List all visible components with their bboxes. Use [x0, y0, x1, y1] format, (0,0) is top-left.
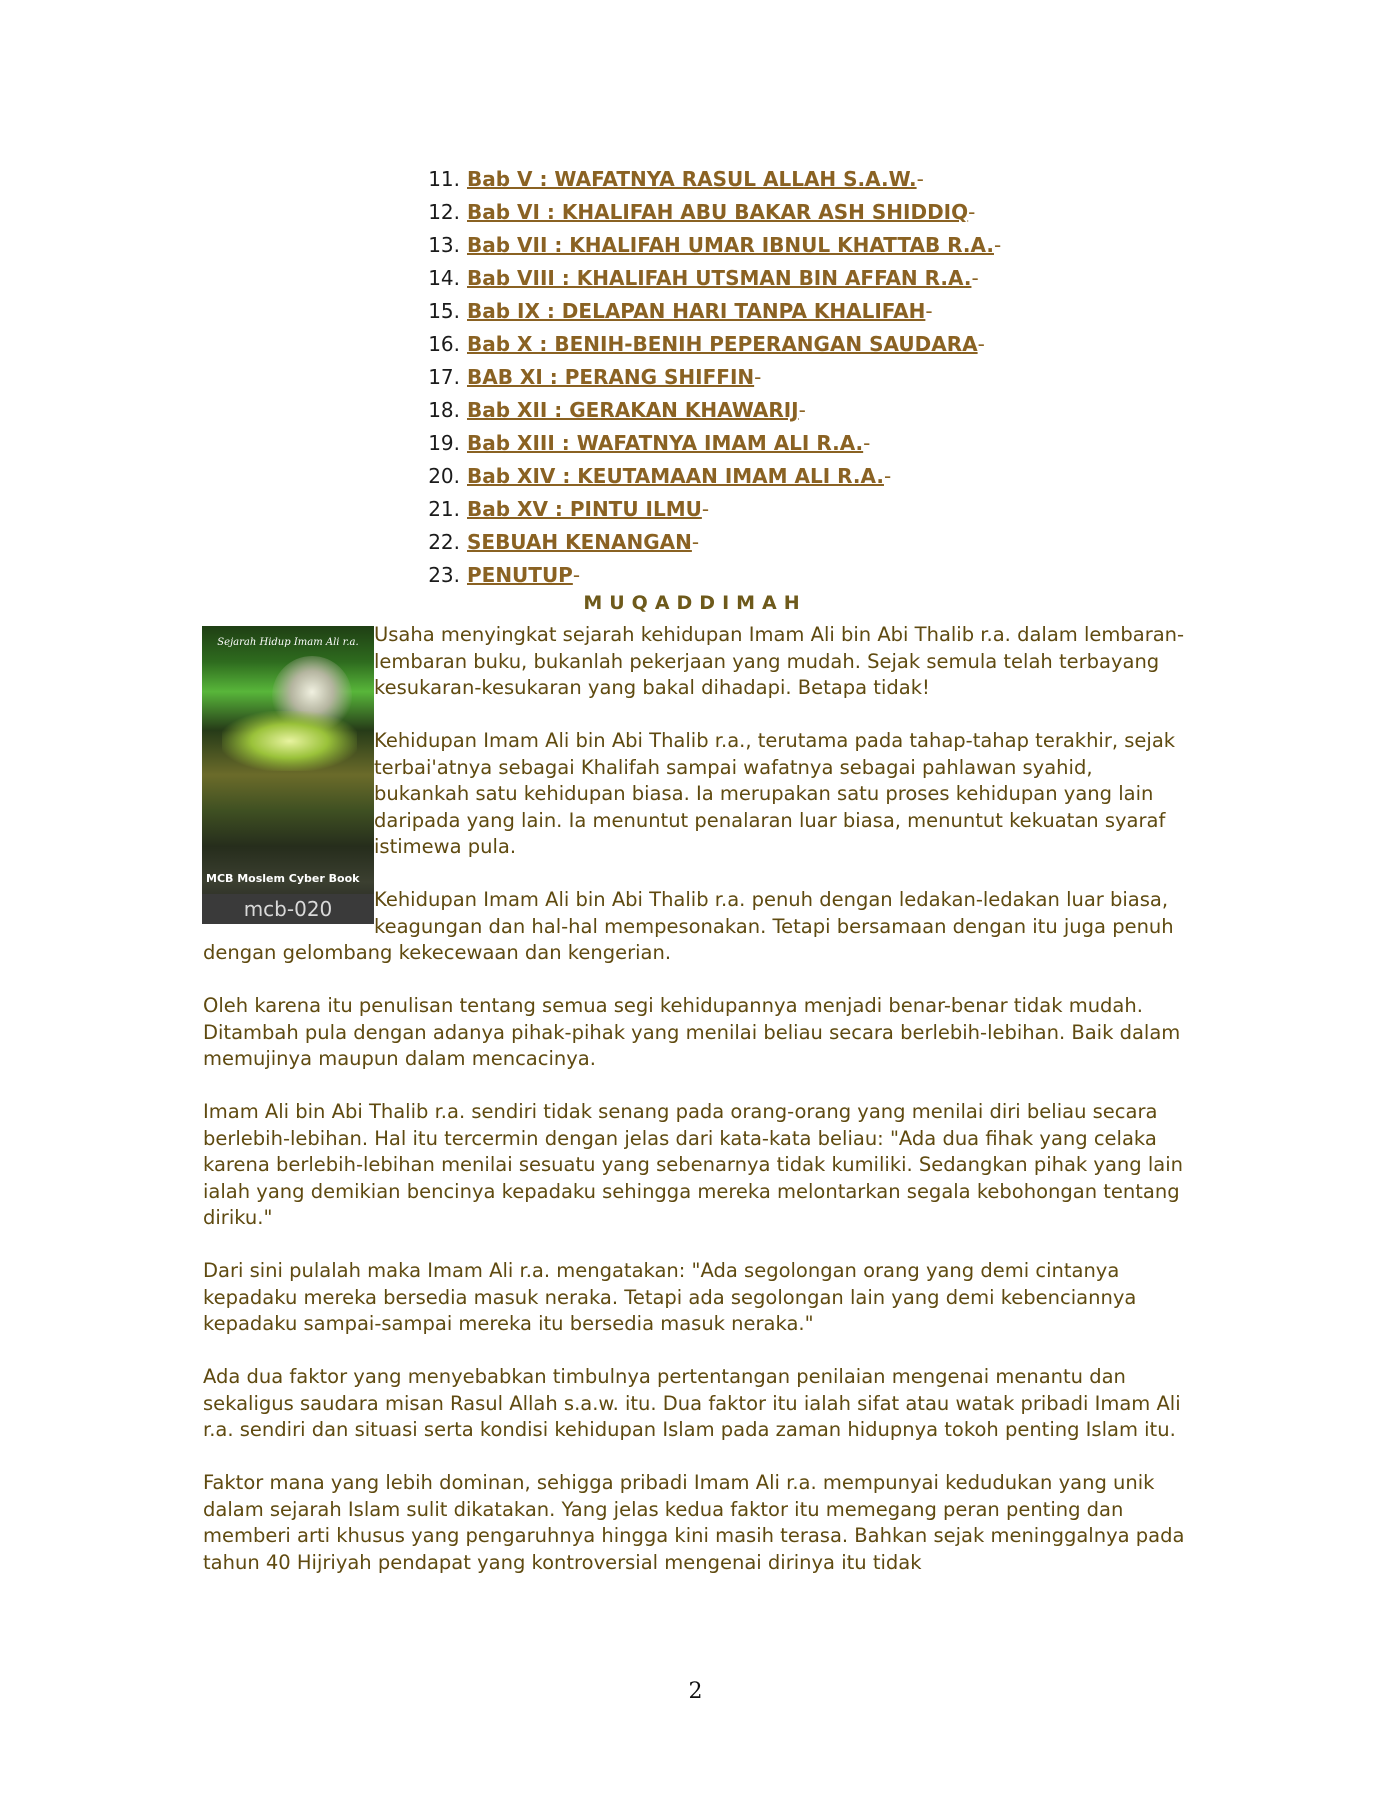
- paragraph: Faktor mana yang lebih dominan, sehigga pribadi Imam Ali r.a. mempunyai kedudukan yang unik dalam sejarah Islam sulit dikatakan. Yang jelas kedua faktor itu memegang peran penting dan memberi arti khusus yang pengaruhnya hingga kini masih terasa. Bahkan sejak meninggalnya pada tahun 40 Hijriyah pendapat yang kontroversial mengenai dirinya itu tidak: [203, 1471, 1185, 1574]
- paragraph: Imam Ali bin Abi Thalib r.a. sendiri tidak senang pada orang-orang yang menilai diri beliau secara berlebih-lebihan. Hal itu tercermin dengan jelas dari kata-kata beliau: "Ada dua fihak yang celaka karena berlebih-lebihan menilai sesuatu yang sebenarnya tidak kumiliki. Sedangkan pihak yang lain ialah yang demikian bencinya kepadaku sehingga mereka melontarkan segala kebohongan tentang diriku.": [203, 1100, 1183, 1229]
- toc-link[interactable]: Bab XII : GERAKAN KHAWARIJ: [467, 398, 799, 422]
- toc-link[interactable]: Bab VIII : KHALIFAH UTSMAN BIN AFFAN R.A.: [467, 266, 972, 290]
- toc-suffix: -: [977, 332, 985, 356]
- toc-link[interactable]: Bab XIV : KEUTAMAAN IMAM ALI R.A.: [467, 464, 884, 488]
- toc-item: [410, 229, 1001, 262]
- toc-suffix: -: [883, 464, 892, 488]
- toc-number: 13.: [428, 233, 460, 257]
- toc-item: [410, 559, 1001, 592]
- toc-number: 19.: [428, 431, 460, 455]
- toc-number: 17.: [428, 365, 460, 389]
- toc-suffix: -: [798, 398, 806, 422]
- toc-link[interactable]: SEBUAH KENANGAN: [467, 530, 692, 554]
- toc-item: [410, 196, 1001, 229]
- toc-suffix: -: [925, 299, 933, 323]
- book-cover-image: [202, 626, 374, 924]
- cover-title: Sejarah Hidup Imam Ali r.a.: [217, 637, 359, 648]
- toc-link[interactable]: PENUTUP: [467, 563, 573, 587]
- paragraph: Usaha menyingkat sejarah kehidupan Imam Ali bin Abi Thalib r.a. dalam lembaran-lembaran buku, bukanlah pekerjaan yang mudah. Sejak semula telah terbayang kesukaran-kesukaran yang bakal dihadapi. Betapa tidak!: [374, 623, 1185, 699]
- toc-number: 16.: [428, 332, 460, 356]
- paragraph: Ada dua faktor yang menyebabkan timbulnya pertentangan penilaian mengenai menantu dan sekaligus saudara misan Rasul Allah s.a.w. itu. Dua faktor itu ialah sifat atau watak pribadi Imam Ali r.a. sendiri dan situasi serta kondisi kehidupan Islam pada zaman hidupnya tokoh penting Islam itu.: [203, 1365, 1181, 1441]
- toc-suffix: -: [916, 167, 924, 191]
- toc-item: [410, 493, 1001, 526]
- paragraph: Kehidupan Imam Ali bin Abi Thalib r.a., terutama pada tahap-tahap terakhir, sejak terbai'atnya sebagai Khalifah sampai wafatnya sebagai pahlawan syahid, bukankah satu kehidupan biasa. Ia merupakan satu proses kehidupan yang lain daripada yang lain. Ia menuntut penalaran luar biasa, menuntut kekuatan syaraf istimewa pula.: [374, 729, 1176, 858]
- toc-suffix: -: [572, 563, 581, 587]
- toc-item: [410, 262, 1001, 295]
- page-number: 2: [688, 1679, 703, 1704]
- toc-item: [410, 460, 1001, 493]
- toc-number: 12.: [428, 200, 460, 224]
- toc-link[interactable]: Bab X : BENIH-BENIH PEPERANGAN SAUDARA: [467, 332, 978, 356]
- toc-link[interactable]: Bab VII : KHALIFAH UMAR IBNUL KHATTAB R.A.: [467, 233, 994, 257]
- paragraph: Kehidupan Imam Ali bin Abi Thalib r.a. penuh dengan ledakan-ledakan luar biasa, keagungan dan hal-hal mempesonakan. Tetapi bersamaan dengan itu juga penuh dengan gelombang kekecewaan dan kengerian.: [203, 888, 1174, 964]
- toc-item: [410, 394, 1001, 427]
- toc-suffix: -: [971, 266, 979, 290]
- paragraph: Dari sini pulalah maka Imam Ali r.a. mengatakan: "Ada segolongan orang yang demi cintanya kepadaku mereka bersedia masuk neraka. Tetapi ada segolongan lain yang demi kebenciannya kepadaku sampai-sampai mereka itu bersedia masuk neraka.": [203, 1259, 1137, 1335]
- cover-calligraphy-illustration: [222, 711, 357, 771]
- toc-link[interactable]: Bab VI : KHALIFAH ABU BAKAR ASH SHIDDIQ: [467, 200, 969, 224]
- toc-item: [410, 163, 1001, 196]
- toc-suffix: -: [701, 497, 710, 521]
- toc-suffix: -: [993, 233, 1002, 257]
- toc-number: 15.: [428, 299, 460, 323]
- toc-item: [410, 361, 1001, 394]
- toc-suffix: -: [691, 530, 700, 554]
- body-text: [203, 622, 1188, 1603]
- toc-suffix: -: [968, 200, 976, 224]
- toc-number: 14.: [428, 266, 460, 290]
- toc-link[interactable]: BAB XI : PERANG SHIFFIN: [467, 365, 755, 389]
- toc-number: 18.: [428, 398, 460, 422]
- toc-link[interactable]: Bab XIII : WAFATNYA IMAM ALI R.A.: [467, 431, 864, 455]
- cover-logo: MCB Moslem Cyber Book: [206, 872, 360, 885]
- toc-number: 23.: [428, 563, 460, 587]
- toc-item: [410, 526, 1001, 559]
- cover-code: mcb-020: [202, 894, 374, 924]
- toc-number: 21.: [428, 497, 460, 521]
- toc-item: [410, 295, 1001, 328]
- toc-link[interactable]: Bab V : WAFATNYA RASUL ALLAH S.A.W.: [467, 167, 917, 191]
- toc-suffix: -: [863, 431, 871, 455]
- toc-link[interactable]: Bab XV : PINTU ILMU: [467, 497, 702, 521]
- toc-link[interactable]: Bab IX : DELAPAN HARI TANPA KHALIFAH: [467, 299, 926, 323]
- toc-item: [410, 427, 1001, 460]
- table-of-contents: [410, 163, 1001, 592]
- section-heading: MUQADDIMAH: [583, 592, 807, 614]
- toc-number: 22.: [428, 530, 460, 554]
- toc-item: [410, 328, 1001, 361]
- paragraph: Oleh karena itu penulisan tentang semua segi kehidupannya menjadi benar-benar tidak mudah. Ditambah pula dengan adanya pihak-pihak yang menilai beliau secara berlebih-lebihan. Baik dalam memujinya maupun dalam mencacinya.: [203, 994, 1181, 1070]
- toc-number: 20.: [428, 464, 460, 488]
- toc-suffix: -: [754, 365, 762, 389]
- toc-number: 11.: [428, 167, 460, 191]
